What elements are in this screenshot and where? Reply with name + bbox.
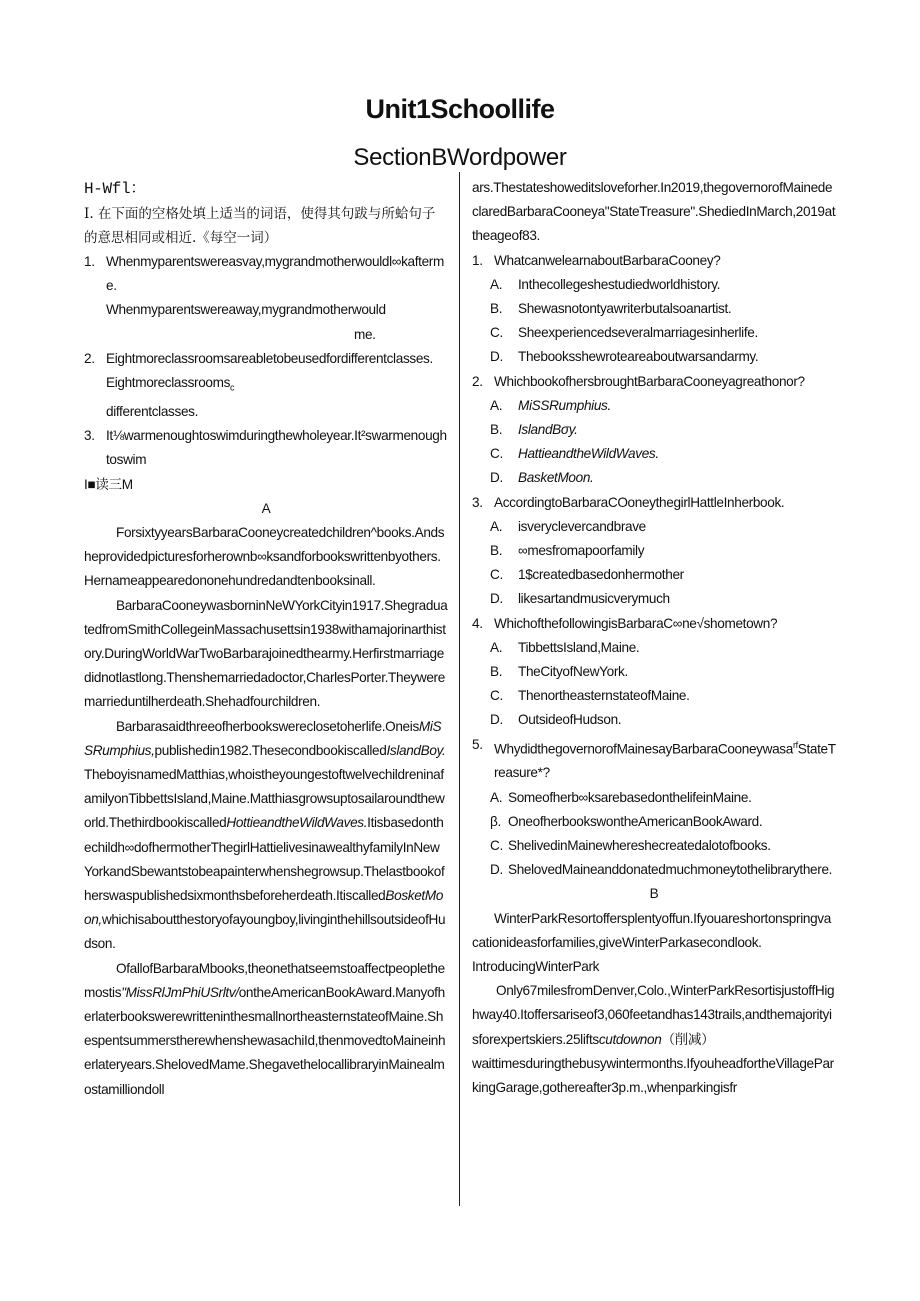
option-text: OutsideofHudson. [518, 712, 622, 728]
question-number: 2. [84, 350, 95, 366]
option-text: MiSSRumphius. [518, 397, 611, 413]
question-number: 1. [84, 254, 95, 269]
option-text: Shewasnotontyawriterbutalsoanartist. [518, 301, 732, 317]
question-original: Whenmyparentswereasvay,mygrandmotherwouldl∞kafterme. [106, 254, 444, 294]
passage-paragraph: WinterParkResortoffersplentyoffun.Ifyouareshortonspringvacationideasforfamilies,giveWinterParkasecondlook. [472, 910, 831, 950]
option-text: Inthecollegeshestudiedworldhistory. [518, 276, 721, 292]
question-number: 4. [472, 615, 483, 631]
answer-option [472, 810, 836, 834]
answer-option [472, 297, 836, 321]
option-text: TheCityofNewYork. [518, 664, 628, 680]
answer-option [472, 834, 836, 858]
page-title: Unit1Schoollife [365, 94, 555, 124]
passage-letter-a: A [261, 500, 271, 516]
left-column [84, 176, 448, 1102]
passage-paragraph: Only67milesfromDenver,Colo.,WinterParkResortisjustoffHighway40.Itoffersariseof3,060feetandhas143trails,andthemajorityisforexpertskiers.25liftscutdownon（削减） waittimesduringthebusywintermonths.IfyouheadfortheVillageParkingGarage,gothereafter3p.m.,whenparkingisfr [472, 983, 835, 1096]
question-stem: WhichofthefollowingisBarbaraC∞ne√shometown? [494, 615, 778, 631]
question-item [472, 491, 836, 515]
option-letter: D. [490, 591, 503, 607]
answer-option [472, 442, 836, 466]
question-rewrite-tail: differentclasses. [106, 403, 199, 419]
option-text: likesartandmusicverymuch [518, 591, 670, 607]
question-item [472, 612, 836, 636]
question-number: 1. [472, 252, 483, 268]
passage-paragraph: OfallofBarbaraMbooks,theonethatseemstoaffectpeoplethemostis"MissRlJmPhiUSrltv/ontheAmericanBookAward.ManyofherlaterbookswerewritteninthesmallnortheasternstateofMaine.ShespentsummerstherewhenshewasachiId,thenmovedtoMaineinherlateryears.ShelovedMame.ShegavethelocallibraryinMainealmostamilliondoll [84, 960, 446, 1097]
option-text: 1$createdbasedonhermother [518, 567, 684, 583]
passage-paragraph: ForsixtyyearsBarbaraCooneycreatedchildren^books.Andsheprovidedpicturesforherownb∞ksandforbookswrittenbyothers.Hernameappearedononehundredandtenbooksinall. [84, 524, 445, 589]
option-letter: A. [490, 639, 503, 655]
option-letter: D. [490, 349, 503, 365]
answer-option [472, 345, 836, 369]
option-letter: C. [490, 446, 503, 462]
option-text: Someofherb∞ksarebasedonthelifeinMaine. [508, 789, 752, 805]
question-5 [472, 733, 836, 786]
option-letter: A. [490, 276, 503, 292]
option-letter: B. [490, 543, 503, 559]
question-item [472, 370, 836, 394]
passage-continuation: ars.Thestateshoweditsloveforher.In2019,thegovernorofMainedeclaredBarbaraCooneya"StateTreasure".ShediedInMarch,2019attheageof83. [472, 180, 836, 244]
question-stem: AccordingtoBarbaraCOoneythegirlHattleInherbook. [494, 494, 785, 510]
option-letter: C. [490, 688, 503, 704]
option-letter: D. [490, 712, 503, 728]
answer-option [472, 273, 836, 297]
option-text: isveryclevercandbrave [518, 518, 646, 534]
option-letter: C. [490, 838, 503, 854]
question-5-options [472, 786, 836, 883]
answer-option [472, 539, 836, 563]
answer-option [472, 515, 836, 539]
option-letter: B. [490, 301, 503, 317]
option-text: ShelivedinMainewhereshecreatedalotofbooks. [508, 838, 771, 854]
answer-option [472, 466, 836, 490]
question-rewrite: Whenmyparentswereaway,mygrandmotherwould [106, 302, 386, 318]
question-3 [84, 424, 448, 472]
answer-option [472, 858, 836, 882]
column-divider [459, 172, 460, 1206]
passage-heading: IntroducingWinterPark [472, 959, 600, 975]
option-letter: C. [490, 325, 503, 341]
answer-option [472, 587, 836, 611]
question-stem: WhichbookofhersbroughtBarbaraCooneyagreathonor? [494, 373, 805, 389]
option-text: ∞mesfromapoorfamily [518, 543, 645, 559]
answer-option [472, 563, 836, 587]
question-number: 3. [472, 494, 483, 510]
question-2 [84, 347, 448, 371]
answer-option [472, 660, 836, 684]
option-letter: A. [490, 518, 503, 534]
page-subtitle: SectionBWordpower [353, 144, 567, 171]
option-text: ThenortheasternstateofMaine. [518, 688, 690, 704]
answer-option [472, 418, 836, 442]
answer-option [472, 321, 836, 345]
option-text: ShelovedMaineanddonatedmuchmoneytothelibrarythere. [508, 862, 833, 878]
question-1 [84, 250, 448, 298]
question-number: 5. [472, 736, 483, 752]
answer-option [472, 684, 836, 708]
option-letter: A. [490, 789, 503, 805]
question-number: 3. [84, 428, 95, 444]
right-column [472, 176, 836, 1100]
option-text: HattieandtheWildWaves. [518, 446, 659, 462]
question-stem: WhatcanwelearnaboutBarbaraCooney? [494, 252, 721, 268]
option-text: BasketMoon. [518, 470, 594, 486]
question-list [472, 249, 836, 733]
option-letter: A. [490, 397, 503, 413]
option-letter: B. [490, 664, 503, 680]
question-number: 2. [472, 373, 483, 389]
option-text: TibbettsIsland,Maine. [518, 639, 640, 655]
option-text: Thebooksshewroteareaboutwarsandarmy. [518, 349, 759, 365]
exercise-instruction: I. 在下面的空格处填上适当的词语，使得其句跋与所蛤句子的意思相同或相近.《每空一词） [84, 206, 436, 246]
question-rewrite-tail: me. [354, 326, 376, 342]
reading-section-mark: I■读三M [84, 476, 133, 492]
question-original: It⅛warmenoughtoswimduringthewholeyear.It²swarmenoughtoswim [106, 428, 447, 468]
option-letter: C. [490, 567, 503, 583]
question-original: Eightmoreclassroomsareabletobeusedfordifferentclasses. [106, 350, 433, 366]
answer-option [472, 636, 836, 660]
option-letter: D. [490, 470, 503, 486]
option-letter: β. [490, 813, 501, 829]
passage-paragraph: BarbaraCooneywasborninNeWYorkCityin1917.ShegraduatedfromSmithCollegeinMassachusettsin1938withamajorinarthistory.DuringWorldWarTwoBarbarajoinedthearmy.Herfirstmarriagedidnotlastlong.Thenshemarriedadoctor,CharlesPorter.Theyweremarrieduntilherdeath.Shehadfourchildren. [84, 597, 448, 710]
question-stem: WhydidthegovernorofMainesayBarbaraCooneywasa$^{rf}$StateTreasure*? [494, 739, 836, 781]
question-rewrite: Eightmoreclassrooms$_c$ [106, 375, 235, 393]
passage-letter-b: B [649, 886, 659, 902]
option-text: IslandBσy. [518, 422, 578, 438]
option-letter: D. [490, 862, 503, 878]
section-mark: H-Wfl： [84, 180, 146, 198]
answer-option [472, 786, 836, 810]
option-text: Sheexperiencedseveralmarriagesinherlife. [518, 325, 758, 341]
option-letter: B. [490, 422, 503, 438]
option-text: OneofherbookswontheAmericanBookAward. [508, 813, 763, 829]
answer-option [472, 708, 836, 732]
answer-option [472, 394, 836, 418]
question-item [472, 249, 836, 273]
passage-paragraph: Barbarasaidthreeofherbookswereclosetoherlife.OneisMiSSRumphius,publishedin1982.ThesecondbookiscalledIslandBoy.TheboyisnamedMatthias,whoistheyoungestoftwelvechildreninafamilyonTibbettsIsland,Maine.Matthiasgrowsuptosailaroundtheworld.ThethirdbookiscalledHottieandtheWildWaves.Itisbasedonthechildh∞dofhermotherThegirlHattielivesinawealthyfamilyInNewYorkandSbewantstobeapainterwhenshegrowsup.Thelastbookofherswaspublishedsixmonthsbeforeherdeath.ItiscalledBosketMoon,whichisaboutthestoryofayoungboy,livinginthehillsoutsideofHudson. [84, 718, 446, 952]
